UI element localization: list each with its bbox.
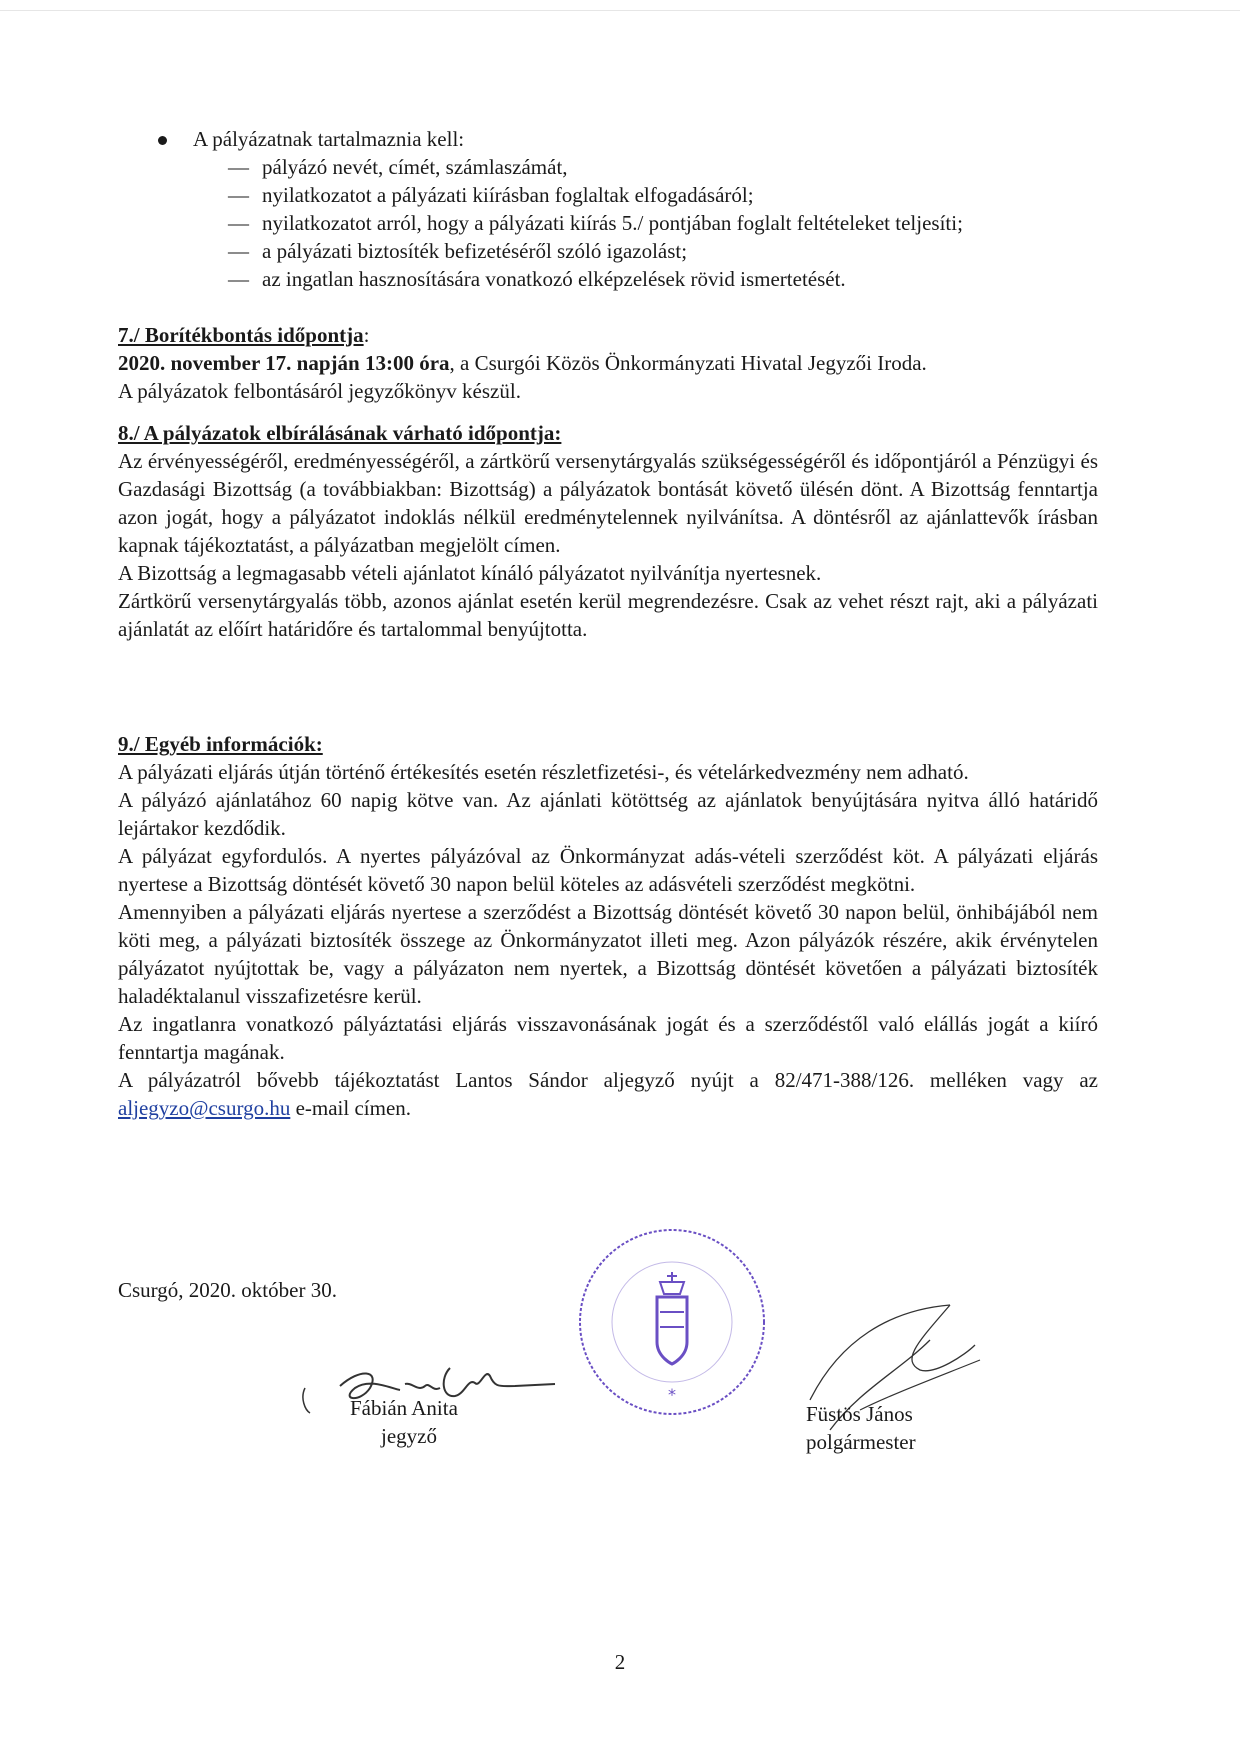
dash-icon: —: [228, 239, 249, 263]
section-8-title: 8./ A pályázatok elbírálásának várható időpontja:: [118, 421, 562, 445]
section-9: [118, 730, 1098, 1122]
municipal-stamp: [572, 1222, 772, 1422]
list-item: — az ingatlan hasznosítására vonatkozó elképzelések rövid ismertetését.: [228, 267, 846, 291]
dash-icon: —: [228, 267, 249, 291]
signer-2-name: Füstös János: [806, 1402, 913, 1426]
signer-1-title: jegyző: [381, 1424, 437, 1448]
requirements-list: [228, 153, 963, 293]
dash-icon: —: [228, 183, 249, 207]
signer-1-name: Fábián Anita: [350, 1396, 458, 1420]
minutes-note: A pályázatok felbontásáról jegyzőkönyv készül.: [118, 379, 521, 403]
page-number: 2: [614, 1650, 626, 1674]
info-paragraph-2: A pályázó ajánlatához 60 napig kötve van. Az ajánlati kötöttség az ajánlatok benyújtására nyitva álló határidő lejártakor kezdődik.: [118, 788, 1098, 840]
signer-2-title: polgármester: [806, 1430, 916, 1454]
info-paragraph-1: A pályázati eljárás útján történő értékesítés esetén részletfizetési-, és vételárkedvezmény nem adható.: [118, 760, 969, 784]
list-item: — nyilatkozatot arról, hogy a pályázati kiírás 5./ pontjában foglalt feltételeket teljesíti;: [228, 211, 963, 235]
section-7-heading: 7./ Borítékbontás időpontja:: [118, 323, 370, 347]
place-date: Csurgó, 2020. október 30.: [118, 1278, 337, 1302]
tender-paragraph: Zártkörű versenytárgyalás több, azonos ajánlat esetén kerül megrendezésre. Csak az vehet részt rajt, aki a pályázati ajánlatát az előírt határidőre és tartalommal benyújtotta.: [118, 589, 1098, 641]
info-paragraph-5: Az ingatlanra vonatkozó pályáztatási eljárás visszavonásának jogát és a szerződéstől való elállás jogát a kiíró fenntartja magának.: [118, 1012, 1098, 1064]
requirements-intro: A pályázatnak tartalmaznia kell:: [193, 127, 465, 151]
section-8: [118, 419, 1098, 643]
email-link[interactable]: aljegyzo@csurgo.hu: [118, 1096, 291, 1120]
winner-paragraph: A Bizottság a legmagasabb vételi ajánlatot kínáló pályázatot nyilvánítja nyertesnek.: [118, 561, 822, 585]
info-paragraph-4: Amennyiben a pályázati eljárás nyertese a szerződést a Bizottság döntését követő 30 napon belül, önhibájából nem köti meg, a pályázati biztosíték összege az Önkormányzatot illeti meg. Azon pályázók részére, akik érvénytelen pályázatot nyújtottak be, vagy a pályázaton nem nyertek, a Bizottság döntését követően a pályázati biztosíték haladéktalanul visszafizetésre kerül.: [118, 900, 1098, 1008]
dash-icon: —: [228, 155, 249, 179]
list-item: — nyilatkozatot a pályázati kiírásban foglaltak elfogadásáról;: [228, 183, 754, 207]
section-9-title: 9./ Egyéb információk:: [118, 732, 323, 756]
evaluation-paragraph: Az érvényességéről, eredményességéről, a zártkörű versenytárgyalás szükségességéről és időpontjáról a Pénzügyi és Gazdasági Bizottság (a továbbiakban: Bizottság) a pályázatok bontását követő ülésén dönt. A Bizottság fenntartja azon jogát, hogy a pályázatot indoklás nélkül eredménytelennek nyilvánítsa. A döntésről az ajánlattevők írásban kapnak tájékoztatást, a pályázatban megjelölt címen.: [118, 449, 1098, 557]
contact-paragraph: A pályázatról bővebb tájékoztatást Lantos Sándor aljegyző nyújt a 82/471-388/126. melléken vagy az aljegyzo@csurgo.hu e-mail címen.: [118, 1068, 1098, 1120]
page-top-edge: [0, 10, 1240, 11]
info-paragraph-3: A pályázat egyfordulós. A nyertes pályázóval az Önkormányzat adás-vételi szerződést köt. A pályázati eljárás nyertese a Bizottság döntését követő 30 napon belül köteles az adásvételi szerződést megkötni.: [118, 844, 1098, 896]
section-7: [118, 321, 1098, 405]
list-item: — a pályázati biztosíték befizetéséről szóló igazolást;: [228, 239, 688, 263]
opening-date: 2020. november 17. napján 13:00 óra, a Csurgói Közös Önkormányzati Hivatal Jegyzői Iroda.: [118, 351, 927, 375]
dash-icon: —: [228, 211, 249, 235]
section-7-title: 7./ Borítékbontás időpontja: [118, 323, 364, 347]
bullet-icon: [158, 136, 167, 145]
svg-text:*: *: [668, 1385, 676, 1404]
list-item: — pályázó nevét, címét, számlaszámát,: [228, 155, 568, 179]
